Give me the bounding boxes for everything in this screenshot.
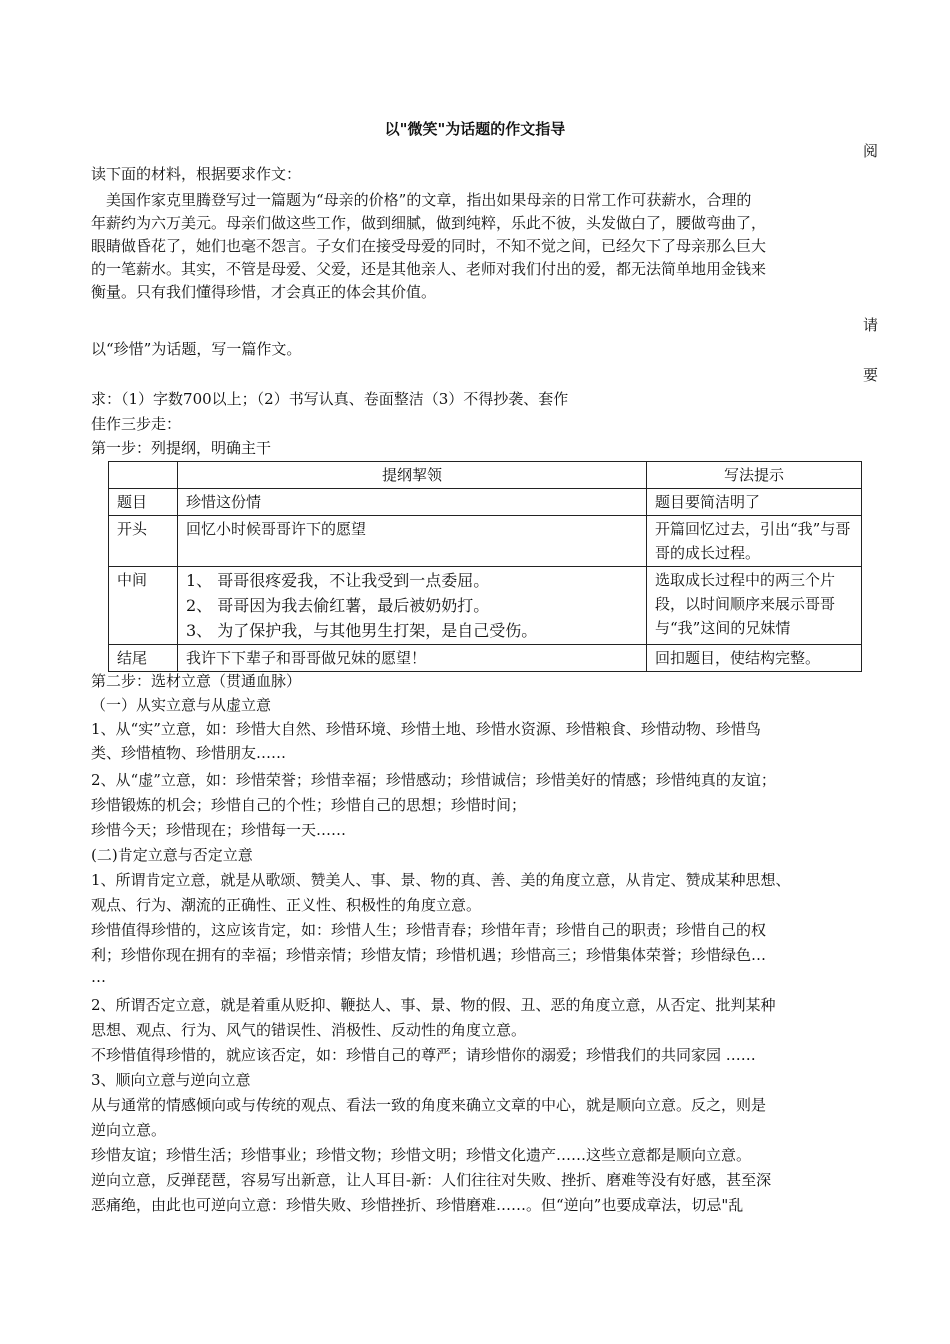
body-line: 恶痛绝，由此也可逆向立意：珍惜失败、珍惜挫折、珍惜磨难……。但“逆向”也要成章法，切忌"乱 bbox=[91, 1196, 744, 1214]
section-heading: 3、顺向立意与逆向立意 bbox=[91, 1071, 251, 1089]
row-label: 题目 bbox=[109, 489, 178, 516]
table-header-row bbox=[109, 462, 862, 489]
table-header-cell: 写法提示 bbox=[647, 462, 862, 489]
material-line: 的一笔薪水。其实，不管是母爱、父爱，还是其他亲人、老师对我们付出的爱，都无法简单地用金钱来 bbox=[91, 260, 767, 278]
wrap-char-read: 阅 bbox=[862, 142, 878, 160]
body-line: 利；珍惜你现在拥有的幸福；珍惜亲情；珍惜友情；珍惜机遇；珍惜高三；珍惜集体荣誉；珍惜绿色… bbox=[91, 946, 767, 964]
material-line: 美国作家克里腾登写过一篇题为“母亲的价格”的文章，指出如果母亲的日常工作可获薪水，合理的 bbox=[91, 191, 752, 209]
body-line: … bbox=[91, 968, 106, 986]
row-tip: 回扣题目，使结构完整。 bbox=[647, 645, 862, 672]
body-line: 2、所谓否定立意，就是着重从贬抑、鞭挞人、事、景、物的假、丑、恶的角度立意，从否定、批判某种 bbox=[91, 996, 776, 1014]
list-item: 3、 为了保护我，与其他男生打架，是自己受伤。 bbox=[186, 621, 538, 640]
material-line: 衡量。只有我们懂得珍惜，才会真正的体会其价值。 bbox=[91, 283, 437, 301]
document-title: 以"微笑"为话题的作文指导 bbox=[384, 120, 566, 138]
table-row bbox=[109, 516, 862, 567]
body-line: 从与通常的情感倾向或与传统的观点、看法一致的角度来确立文章的中心，就是顺向立意。反之，则是 bbox=[91, 1096, 767, 1114]
row-tip: 题目要简洁明了 bbox=[647, 489, 862, 516]
section-heading: (二)肯定立意与否定立意 bbox=[91, 846, 253, 864]
row-content-list bbox=[178, 567, 647, 645]
wrap-char-require: 要 bbox=[862, 366, 878, 384]
row-label: 中间 bbox=[109, 567, 178, 645]
table-row bbox=[109, 489, 862, 516]
step2-heading: 第二步：选材立意（贯通血脉） bbox=[91, 672, 302, 690]
table-row bbox=[109, 645, 862, 672]
body-line: 珍惜值得珍惜的，这应该肯定，如：珍惜人生；珍惜青春；珍惜年青；珍惜自己的职责；珍惜自己的权 bbox=[91, 921, 767, 939]
body-line: 观点、行为、潮流的正确性、正义性、积极性的角度立意。 bbox=[91, 896, 482, 914]
body-line: 珍惜锻炼的机会；珍惜自己的个性；珍惜自己的思想；珍惜时间； bbox=[91, 796, 527, 814]
row-content: 珍惜这份情 bbox=[178, 489, 647, 516]
row-content: 我许下下辈子和哥哥做兄妹的愿望！ bbox=[178, 645, 647, 672]
body-line: 逆向立意。 bbox=[91, 1121, 167, 1139]
body-line: 1、从“实”立意，如：珍惜大自然、珍惜环境、珍惜土地、珍惜水资源、珍惜粮食、珍惜动物、珍惜鸟 bbox=[91, 720, 761, 738]
row-content: 回忆小时候哥哥许下的愿望 bbox=[178, 516, 647, 567]
outline-table bbox=[108, 461, 862, 672]
list-item: 1、 哥哥很疼爱我，不让我受到一点委屈。 bbox=[186, 571, 490, 590]
section-heading: （一）从实立意与从虚立意 bbox=[91, 696, 272, 714]
table-header-cell: 提纲挈领 bbox=[178, 462, 647, 489]
table-header-cell bbox=[109, 462, 178, 489]
material-line: 眼睛做昏花了，她们也毫不怨言。子女们在接受母爱的同时，不知不觉之间，已经欠下了母亲那么巨大 bbox=[91, 237, 767, 255]
body-line: 思想、观点、行为、风气的错误性、消极性、反动性的角度立意。 bbox=[91, 1021, 527, 1039]
body-line: 2、从“虚”立意，如：珍惜荣誉；珍惜幸福；珍惜感动；珍惜诚信；珍惜美好的情感；珍惜纯真的友谊； bbox=[91, 771, 776, 789]
wrap-char-please: 请 bbox=[862, 316, 878, 334]
body-line: 不珍惜值得珍惜的，就应该否定，如：珍惜自己的尊严；请珍惜你的溺爱；珍惜我们的共同家园 …… bbox=[91, 1046, 756, 1064]
three-steps-heading: 佳作三步走： bbox=[91, 415, 182, 433]
body-line: 珍惜今天；珍惜现在；珍惜每一天…… bbox=[91, 821, 347, 839]
table-row bbox=[109, 567, 862, 645]
row-label: 结尾 bbox=[109, 645, 178, 672]
list-item: 2、 哥哥因为我去偷红薯，最后被奶奶打。 bbox=[186, 596, 490, 615]
material-line: 年薪约为六万美元。母亲们做这些工作，做到细腻，做到纯粹，乐此不彼，头发做白了，腰做弯曲了， bbox=[91, 214, 767, 232]
row-label: 开头 bbox=[109, 516, 178, 567]
row-tip: 选取成长过程中的两三个片段，以时间顺序来展示哥哥与“我”这间的兄妹情 bbox=[647, 567, 862, 645]
body-line: 珍惜友谊；珍惜生活；珍惜事业；珍惜文物；珍惜文明；珍惜文化遗产……这些立意都是顺向立意。 bbox=[91, 1146, 752, 1164]
body-line: 类、珍惜植物、珍惜朋友…… bbox=[91, 744, 287, 762]
task-line: 以“珍惜”为话题，写一篇作文。 bbox=[91, 340, 302, 358]
body-line: 逆向立意，反弹琵琶，容易写出新意，让人耳目-新：人们往往对失败、挫折、磨难等没有好感，甚至深 bbox=[91, 1171, 772, 1189]
row-tip: 开篇回忆过去，引出“我”与哥哥的成长过程。 bbox=[647, 516, 862, 567]
requirements-line: 求：（1）字数700以上；（2）书写认真、卷面整洁（3）不得抄袭、套作 bbox=[91, 390, 569, 408]
step1-heading: 第一步：列提纲，明确主干 bbox=[91, 439, 272, 457]
instruction-line: 读下面的材料，根据要求作文： bbox=[91, 165, 302, 183]
body-line: 1、所谓肯定立意，就是从歌颂、赞美人、事、景、物的真、善、美的角度立意，从肯定、赞成某种思想、 bbox=[91, 871, 791, 889]
